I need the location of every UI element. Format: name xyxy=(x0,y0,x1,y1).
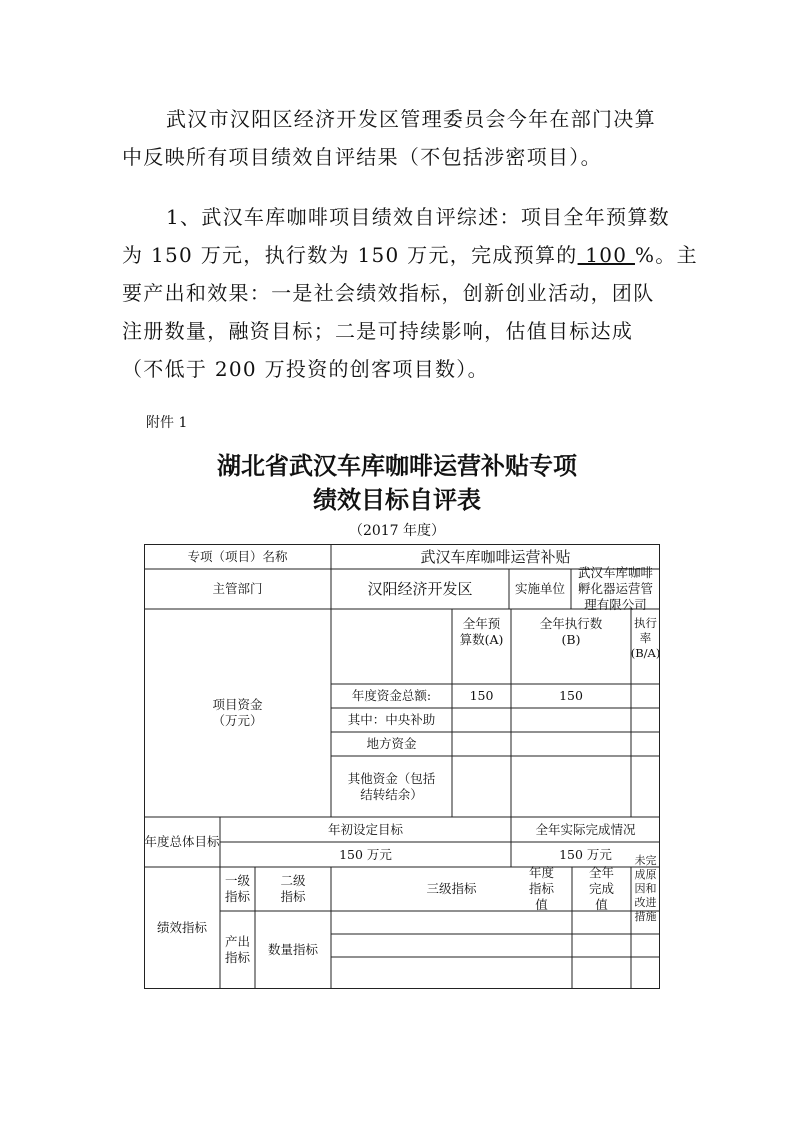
summary-line-2-tail: %。主 xyxy=(634,243,698,267)
quantity-indicator-label: 数量指标 xyxy=(267,942,318,957)
initial-target-value: 150 万元 xyxy=(339,846,392,862)
intro-line-2: 中反映所有项目绩效自评结果（不包括涉密项目）。 xyxy=(122,145,602,169)
project-name-label: 专项（项目）名称 xyxy=(187,548,288,564)
perf-indicators-label: 绩效指标 xyxy=(156,920,207,935)
level-1-header: 一级指标 xyxy=(224,873,250,904)
project-name: 武汉车库咖啡运营补贴 xyxy=(420,547,571,566)
summary-line-4: 注册数量，融资目标；二是可持续影响，估值目标达成 xyxy=(122,319,634,343)
actual-completion-value: 150 万元 xyxy=(559,846,612,862)
impl-unit-label: 实施单位 xyxy=(514,581,565,596)
annual-value-header: 年度指标值 xyxy=(528,865,554,912)
total-exec-value: 150 xyxy=(559,688,583,703)
level-2-header: 二级指标 xyxy=(280,873,306,904)
summary-line-3: 要产出和效果：一是社会绩效指标，创新创业活动，团队 xyxy=(122,281,655,305)
summary-line-2-text: 为 150 万元，执行数为 150 万元，完成预算的 xyxy=(122,243,578,267)
summary-line-5: （不低于 200 万投资的创客项目数）。 xyxy=(122,357,489,381)
intro-line-1: 武汉市汉阳区经济开发区管理委员会今年在部门决算 xyxy=(166,107,656,131)
total-budget-value: 150 xyxy=(469,688,494,703)
dept-value: 汉阳经济开发区 xyxy=(367,580,473,598)
year-done-header: 全年完成值 xyxy=(588,865,614,912)
row-other-label: 其他资金（包括结转结余） xyxy=(347,770,436,802)
level-3-header: 三级指标 xyxy=(426,881,477,896)
doc-year: （2017 年度） xyxy=(348,523,446,539)
col-rate-header: 执行率(B/A) xyxy=(630,616,661,660)
summary-line-1: 1、武汉车库咖啡项目绩效自评综述：项目全年预算数 xyxy=(166,205,670,229)
col-budget-header: 全年预算数(A) xyxy=(459,616,504,647)
annual-goal-label: 年度总体目标 xyxy=(144,834,220,849)
intro-paragraph xyxy=(122,100,667,176)
row-total-label: 年度资金总额: xyxy=(351,688,432,703)
impl-unit-value: 武汉车库咖啡孵化器运营管理有限公司 xyxy=(577,565,653,612)
completion-percent: 100 xyxy=(577,243,635,267)
summary-line-2 xyxy=(122,236,698,274)
row-central-label: 其中：中央补助 xyxy=(347,712,436,727)
initial-target-label: 年初设定目标 xyxy=(327,821,403,837)
actual-completion-label: 全年实际完成情况 xyxy=(535,821,636,837)
row-local-label: 地方资金 xyxy=(366,736,417,751)
col-exec-header: 全年执行数(B) xyxy=(539,616,603,647)
evaluation-table xyxy=(144,544,660,989)
doc-title-line-2: 绩效目标自评表 xyxy=(313,486,481,514)
output-indicator-label: 产出指标 xyxy=(224,934,250,965)
reason-header: 未完成原因和改进措施 xyxy=(634,854,657,923)
attachment-label: 附件 1 xyxy=(146,415,188,431)
doc-title-line-1: 湖北省武汉车库咖啡运营补贴专项 xyxy=(217,452,577,480)
funds-label: 项目资金（万元） xyxy=(212,697,263,728)
dept-label: 主管部门 xyxy=(212,581,263,596)
summary-paragraph xyxy=(122,198,698,388)
